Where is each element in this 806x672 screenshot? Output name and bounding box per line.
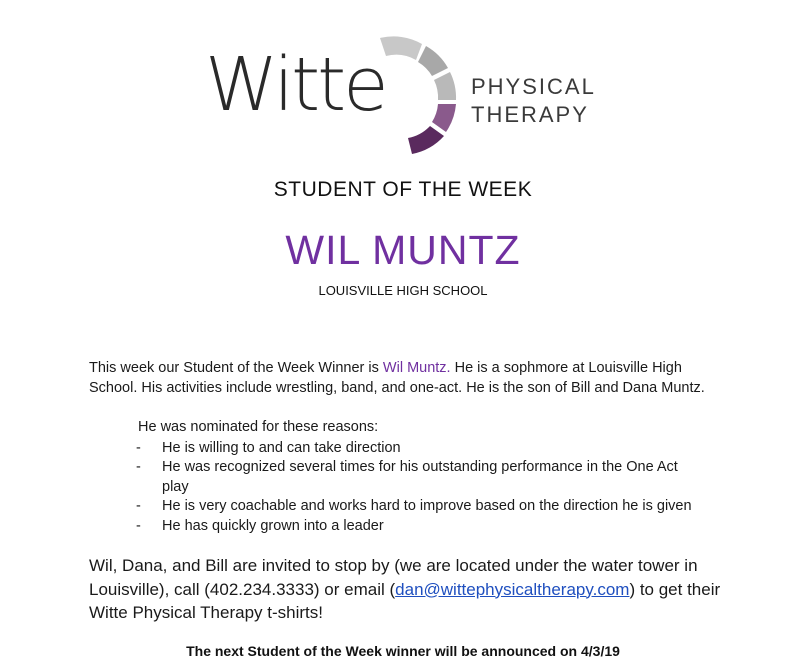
- bullet-dash: -: [136, 439, 141, 456]
- student-name: WIL MUNTZ: [285, 227, 521, 273]
- page-title: STUDENT OF THE WEEK: [273, 178, 533, 201]
- reasons-section: [138, 418, 698, 536]
- logo-subtitle-line2: THERAPY: [471, 102, 589, 127]
- school-name: LOUISVILLE HIGH SCHOOL: [318, 283, 488, 298]
- announcement-footer: The next Student of the Week winner will be announced on 4/3/19: [186, 643, 620, 659]
- logo-subtitle-line1: PHYSICAL: [471, 74, 596, 99]
- email-link[interactable]: dan@wittephysicaltherapy.com: [395, 579, 630, 599]
- highlighted-name: Wil Muntz.: [382, 360, 451, 376]
- invite-text-end: ) to get their Witte Physical Therapy t-shirts!: [89, 579, 721, 622]
- intro-text-start: This week our Student of the Week Winner is: [89, 360, 383, 376]
- reasons-list: [138, 439, 698, 537]
- list-item: [136, 458, 698, 497]
- bullet-dash: -: [136, 498, 141, 514]
- invite-text-start: Wil, Dana, and Bill are invited to stop by (we are located under the water tower in Louisville), call (402.234.3333) or email (: [89, 556, 698, 599]
- intro-paragraph: [89, 358, 729, 398]
- reason-text: He was recognized several times for his outstanding performance in the One Act play: [162, 459, 678, 495]
- logo-wordmark: Witte: [205, 42, 386, 128]
- reason-text: He is willing to and can take direction: [162, 439, 401, 456]
- company-logo: [205, 30, 605, 160]
- bullet-dash: -: [136, 517, 141, 534]
- list-item: [136, 517, 698, 537]
- list-item: [136, 497, 698, 517]
- invite-paragraph: [89, 554, 729, 625]
- reason-text: He has quickly grown into a leader: [162, 517, 384, 534]
- reason-text: He is very coachable and works hard to improve based on the direction he is given: [162, 498, 692, 514]
- bullet-dash: -: [136, 459, 141, 475]
- intro-text-end: He is a sophmore at Louisville High School. His activities include wrestling, band, and one-act. He is the son of Bill and Dana Muntz.: [89, 360, 705, 396]
- reasons-intro: He was nominated for these reasons:: [138, 419, 379, 435]
- list-item: [136, 439, 698, 459]
